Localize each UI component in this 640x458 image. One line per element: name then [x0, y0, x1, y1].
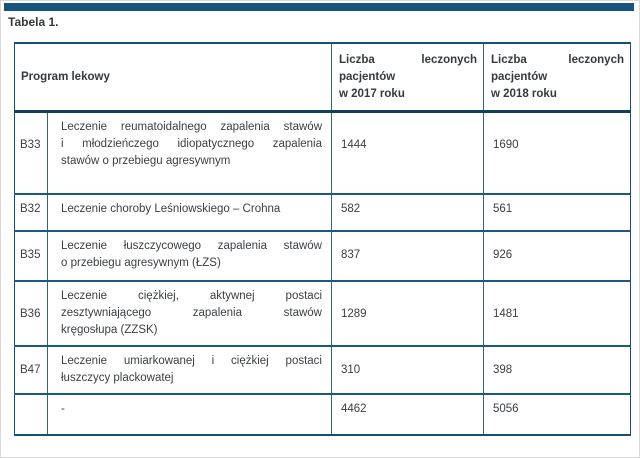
patients-2018-value: 926 — [484, 231, 631, 281]
program-description: Leczenie ciężkiej, aktywnej postaci zesztywniającego zapalenia stawów kręgosłupa (ZZSK) — [48, 281, 332, 346]
table-row — [15, 346, 631, 394]
program-code: B32 — [15, 194, 48, 231]
patients-2018-value: 5056 — [484, 394, 631, 435]
program-code: B36 — [15, 281, 48, 346]
patients-2017-value: 310 — [332, 346, 484, 394]
program-description: Leczenie reumatoidalnego zapalenia stawów i młodzieńczego idiopatycznego zapalenia stawów o przebiegu agresywnym — [48, 112, 332, 194]
program-description: Leczenie umiarkowanej i ciężkiej postaci łuszczycy plackowatej — [48, 346, 332, 394]
program-description: Leczenie choroby Leśniowskiego – Crohna — [48, 194, 332, 231]
patients-table — [14, 42, 631, 436]
header-program: Program lekowy — [15, 43, 332, 112]
table-row — [15, 281, 631, 346]
patients-2018-value: 398 — [484, 346, 631, 394]
page-title: Tabela 1. — [8, 15, 59, 29]
patients-2018-value: 1481 — [484, 281, 631, 346]
program-code: B47 — [15, 346, 48, 394]
program-code: B33 — [15, 112, 48, 194]
program-description: Leczenie łuszczycowego zapalenia stawów o przebiegu agresywnym (ŁZS) — [48, 231, 332, 281]
table-row — [15, 112, 631, 194]
patients-2018-value: 1690 — [484, 112, 631, 194]
patients-2017-value: 837 — [332, 231, 484, 281]
program-description: - — [48, 394, 332, 435]
program-code — [15, 394, 48, 435]
table-header-row — [15, 43, 631, 112]
table-row — [15, 394, 631, 435]
header-patients-2017: Liczba leczonych pacjentów w 2017 roku — [332, 43, 484, 112]
patients-2017-value: 1289 — [332, 281, 484, 346]
patients-2018-value: 561 — [484, 194, 631, 231]
table-body — [15, 112, 631, 435]
patients-2017-value: 4462 — [332, 394, 484, 435]
header-patients-2018: Liczba leczonych pacjentów w 2018 roku — [484, 43, 631, 112]
program-code: B35 — [15, 231, 48, 281]
table-row — [15, 194, 631, 231]
patients-2017-value: 582 — [332, 194, 484, 231]
patients-2017-value: 1444 — [332, 112, 484, 194]
accent-bar — [4, 3, 634, 11]
table-row — [15, 231, 631, 281]
